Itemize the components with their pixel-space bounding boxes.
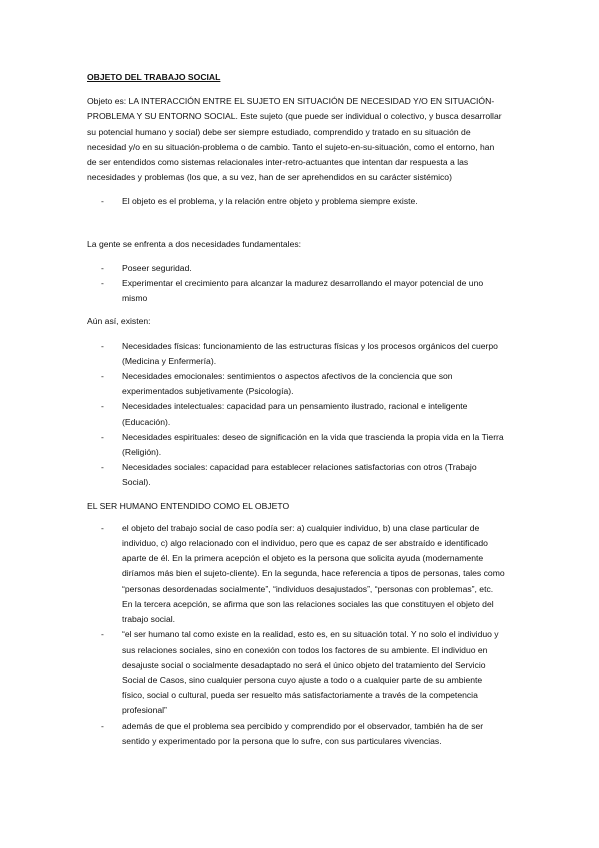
list-item: - Necesidades emocionales: sentimientos o aspectos afectivos de la conciencia que son experimentados subjetivamente (Psicología).	[87, 369, 505, 399]
list-item: - Necesidades espirituales: deseo de significación en la vida que trascienda la propia vida en la Tierra (Religión).	[87, 430, 505, 460]
list-item: - “el ser humano tal como existe en la realidad, esto es, en su situación total. Y no solo el individuo y sus relaciones sociales, sino en conexión con todos los factores de su ambiente. El individuo en desajuste social o socialmente desadaptado no será el único objeto del tratamiento del Servicio Social de Casos, sino cualquier persona cuyo ajuste a todo o a cualquier parte de su ambiente físico, social o cultural, pueda ser resuelto más satisfactoriamente a través de la competencia profesional”	[87, 627, 505, 718]
also-intro: Aún así, existen:	[87, 316, 151, 327]
needs-types-list	[87, 339, 505, 491]
list-item: - además de que el problema sea percibido y comprendido por el observador, también ha de ser sentido y experimentado por la persona que lo sufre, con sus particulares vivencias.	[87, 719, 505, 749]
list-item: - el objeto del trabajo social de caso podía ser: a) cualquier individuo, b) una clase particular de individuo, c) algo relacionado con el individuo, pero que es capaz de ser abstraído e identificado aparte de él. En la primera acepción el objeto es la persona que solicita ayuda (modernamente diríamos más bien el sujeto-cliente). En la segunda, hace referencia a tipos de personas, tales como “personas desordenadas socialmente”, “individuos desajustados”, “personas con problemas”, etc. En la tercera acepción, se afirma que son las relaciones sociales las que constituyen el objeto del trabajo social.	[87, 521, 505, 627]
document-page	[87, 70, 505, 757]
section2-bullet-list	[87, 521, 505, 749]
list-item: - Necesidades sociales: capacidad para establecer relaciones satisfactorias con otros (Trabajo Social).	[87, 460, 505, 490]
section-heading: EL SER HUMANO ENTENDIDO COMO EL OBJETO	[87, 500, 290, 511]
list-item: - Experimentar el crecimiento para alcanzar la madurez desarrollando el mayor potencial de uno mismo	[87, 276, 505, 306]
list-item: - Necesidades intelectuales: capacidad para un pensamiento ilustrado, racional e inteligente (Educación).	[87, 399, 505, 429]
needs-intro: La gente se enfrenta a dos necesidades fundamentales:	[87, 238, 302, 249]
document-title: OBJETO DEL TRABAJO SOCIAL	[87, 72, 221, 82]
list-item: - Necesidades físicas: funcionamiento de las estructuras físicas y los procesos orgánicos del cuerpo (Medicina y Enfermería).	[87, 339, 505, 369]
object-bullet-list	[87, 194, 505, 209]
needs-bullet-list	[87, 261, 505, 307]
spacer	[87, 218, 505, 237]
list-item: - Poseer seguridad.	[87, 261, 505, 276]
list-item: - El objeto es el problema, y la relación entre objeto y problema siempre existe.	[87, 194, 505, 209]
intro-paragraph: Objeto es: LA INTERACCIÓN ENTRE EL SUJETO EN SITUACIÓN DE NECESIDAD Y/O EN SITUACIÓN-PROBLEMA Y SU ENTORNO SOCIAL. Este sujeto (que puede ser individual o colectivo, y busca desarrollar su potencial humano y social) debe ser siempre estudiado, comprendido y tratado en su situación de necesidad y/o en su situación-problema o de cambio. Tanto el sujeto-en-su-situación, como el entorno, han de ser entendidos como sistemas relacionales inter-retro-actuantes que intentan dar respuesta a las necesidades y problemas (los que, a su vez, han de ser aprehendidos en su carácter sistémico)	[87, 96, 502, 183]
